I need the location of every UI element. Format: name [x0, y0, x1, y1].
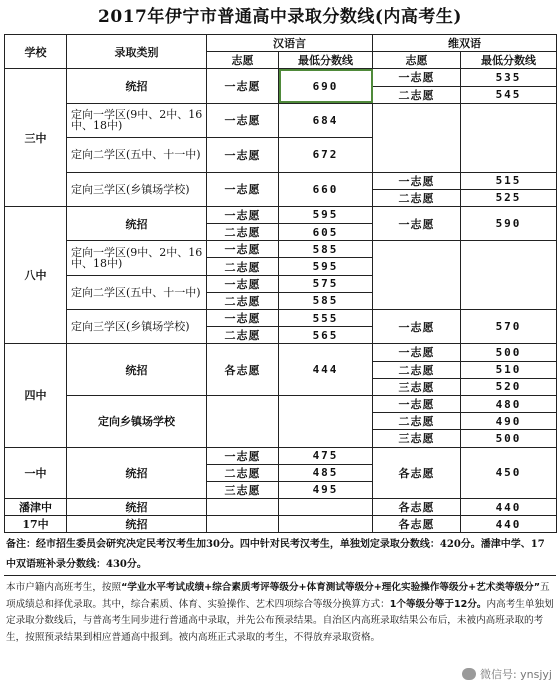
paragraph-text: 本市户籍内高班考生，按照: [6, 582, 122, 594]
empty-cell: [279, 516, 373, 533]
header-bi-min: 最低分数线: [461, 52, 557, 69]
table-row: [5, 103, 557, 120]
volunteer: 一志愿: [373, 310, 461, 344]
empty-cell: [279, 395, 373, 447]
score-cell: 475: [279, 447, 373, 464]
score-table: [4, 34, 557, 533]
score-cell: 595: [279, 258, 373, 275]
category-district-3: 定向三学区(乡镇场学校): [67, 310, 207, 344]
watermark: [462, 666, 552, 682]
score-cell: 440: [461, 499, 557, 516]
score-cell-selected[interactable]: 690: [279, 69, 373, 103]
score-cell: 500: [461, 430, 557, 447]
document-sheet: [4, 0, 556, 646]
score-cell: 485: [279, 464, 373, 481]
score-cell: 515: [461, 172, 557, 189]
volunteer: 一志愿: [373, 172, 461, 189]
table-row: [5, 172, 557, 189]
score-cell: 545: [461, 86, 557, 103]
table-row: [5, 310, 557, 327]
header-han-vol: 志愿: [207, 52, 279, 69]
score-cell: 535: [461, 69, 557, 86]
category-tongzhao: 统招: [67, 206, 207, 240]
table-row: [5, 344, 557, 361]
volunteer: 一志愿: [207, 310, 279, 327]
score-cell: 660: [279, 172, 373, 206]
score-cell: 495: [279, 481, 373, 498]
explanation-paragraph: [4, 576, 556, 646]
volunteer: 二志愿: [207, 258, 279, 275]
paragraph-bold: “学业水平考试成绩+综合素质考评等级分+体育测试等级分+理化实验操作等级分+艺术类等级分”: [121, 582, 541, 594]
empty-cell: [461, 241, 557, 310]
volunteer: 二志愿: [207, 327, 279, 344]
score-cell: 525: [461, 189, 557, 206]
score-cell: 555: [279, 310, 373, 327]
score-cell: 585: [279, 241, 373, 258]
volunteer: 一志愿: [207, 206, 279, 223]
school-panjin: 潘津中: [5, 499, 67, 516]
volunteer: 各志愿: [207, 344, 279, 396]
table-row: [5, 516, 557, 533]
volunteer: 二志愿: [207, 464, 279, 481]
school-3: 三中: [5, 69, 67, 207]
wechat-icon: [462, 668, 476, 680]
volunteer: 二志愿: [373, 361, 461, 378]
table-row: [5, 35, 557, 52]
empty-cell: [461, 103, 557, 172]
remark-note: 备注：经市招生委员会研究决定民考汉考生加30分。四中针对民考汉考生，单独划定录取分数线：420分。潘津中学、17中双语班补录分数线：430分。: [4, 533, 556, 576]
header-bi: 维双语: [373, 35, 557, 52]
paragraph-bold: 1个等级分等于12分。: [389, 598, 487, 610]
volunteer: 二志愿: [207, 224, 279, 241]
volunteer: 三志愿: [373, 430, 461, 447]
category-tongzhao: 统招: [67, 447, 207, 499]
score-cell: 500: [461, 344, 557, 361]
volunteer: 三志愿: [207, 481, 279, 498]
category-township: 定向乡镇场学校: [67, 395, 207, 447]
table-row: [5, 241, 557, 258]
category-tongzhao: 统招: [67, 344, 207, 396]
score-cell: 440: [461, 516, 557, 533]
volunteer: 一志愿: [207, 241, 279, 258]
score-cell: 520: [461, 378, 557, 395]
volunteer: 各志愿: [373, 499, 461, 516]
category-tongzhao: 统招: [67, 499, 207, 516]
volunteer: 一志愿: [373, 395, 461, 412]
category-district-2: 定向二学区(五中、十一中): [67, 138, 207, 172]
table-row: [5, 499, 557, 516]
header-han: 汉语言: [207, 35, 373, 52]
score-cell: 672: [279, 138, 373, 172]
watermark-text: 微信号: ynsjyj: [479, 668, 552, 681]
table-row: [5, 447, 557, 464]
score-cell: 570: [461, 310, 557, 344]
category-district-1: 定向一学区(9中、2中、16中、18中): [67, 241, 207, 275]
school-8: 八中: [5, 206, 67, 344]
volunteer: 一志愿: [207, 69, 279, 103]
category-district-2: 定向二学区(五中、十一中): [67, 275, 207, 309]
empty-cell: [373, 103, 461, 172]
score-cell: 480: [461, 395, 557, 412]
score-cell: 684: [279, 103, 373, 137]
score-cell: 450: [461, 447, 557, 499]
table-row: [5, 395, 557, 412]
score-cell: 585: [279, 292, 373, 309]
empty-cell: [207, 395, 279, 447]
volunteer: 二志愿: [207, 292, 279, 309]
volunteer: 二志愿: [373, 413, 461, 430]
score-cell: 605: [279, 224, 373, 241]
score-cell: 444: [279, 344, 373, 396]
volunteer: 各志愿: [373, 516, 461, 533]
category-tongzhao: 统招: [67, 516, 207, 533]
volunteer: 一志愿: [207, 447, 279, 464]
table-row: [5, 69, 557, 86]
school-4: 四中: [5, 344, 67, 447]
score-cell: 565: [279, 327, 373, 344]
page-title: 2017年伊宁市普通高中录取分数线(内高考生): [98, 7, 462, 27]
empty-cell: [279, 499, 373, 516]
category-district-3: 定向三学区(乡镇场学校): [67, 172, 207, 206]
volunteer: 一志愿: [207, 138, 279, 172]
volunteer: 各志愿: [373, 447, 461, 499]
volunteer: 二志愿: [373, 189, 461, 206]
volunteer: 一志愿: [373, 344, 461, 361]
school-1: 一中: [5, 447, 67, 499]
empty-cell: [373, 241, 461, 310]
header-han-min: 最低分数线: [279, 52, 373, 69]
empty-cell: [207, 516, 279, 533]
volunteer: 三志愿: [373, 378, 461, 395]
school-17: 17中: [5, 516, 67, 533]
volunteer: 一志愿: [207, 103, 279, 137]
paragraph-text: 内高考生单独划定录取分数线后，与普高考生同步进行普通高中录取，并先公布预录结果。自治区内高班录取结果公布后，未被内高班录取的考生，按照预录结果到相应普通高中报到。被内高班正式录取的考生，不得放弃录取资格。: [6, 598, 554, 643]
score-cell: 590: [461, 206, 557, 240]
volunteer: 一志愿: [207, 172, 279, 206]
volunteer: 一志愿: [207, 275, 279, 292]
header-school: 学校: [5, 35, 67, 69]
empty-cell: [207, 499, 279, 516]
volunteer: 一志愿: [373, 69, 461, 86]
paragraph-text: 五项成绩总和择优录取。其中，综合素质、体育、实验操作、艺术四项综合等级分换算方式：: [6, 582, 550, 610]
volunteer: 一志愿: [373, 206, 461, 240]
header-bi-vol: 志愿: [373, 52, 461, 69]
score-cell: 510: [461, 361, 557, 378]
header-category: 录取类别: [67, 35, 207, 69]
score-cell: 595: [279, 206, 373, 223]
category-tongzhao: 统招: [67, 69, 207, 103]
score-cell: 575: [279, 275, 373, 292]
score-cell: 490: [461, 413, 557, 430]
category-district-1: 定向一学区(9中、2中、16中、18中): [67, 103, 207, 137]
volunteer: 二志愿: [373, 86, 461, 103]
table-row: [5, 206, 557, 223]
